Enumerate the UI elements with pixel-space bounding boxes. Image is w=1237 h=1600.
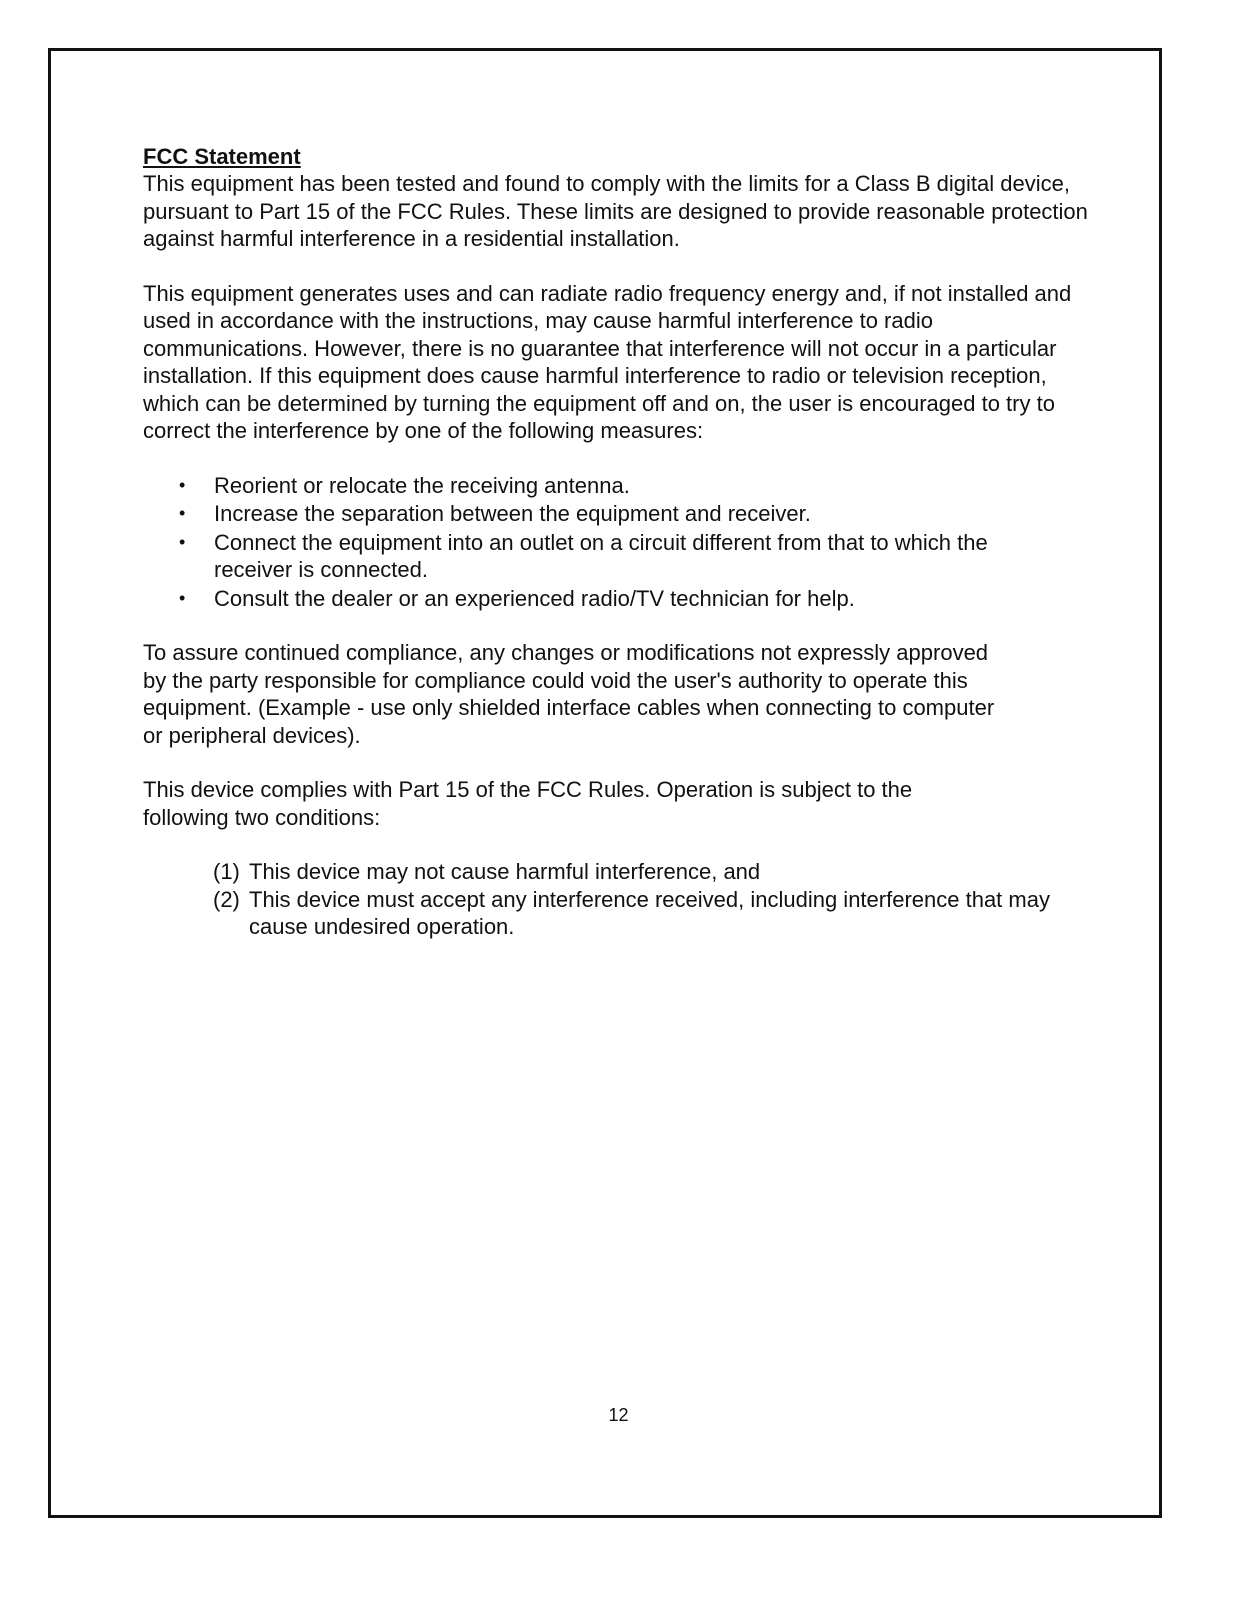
document-body: [143, 143, 1103, 941]
condition-number: (1): [213, 859, 240, 884]
condition-text: This device may not cause harmful interference, and: [249, 859, 761, 884]
condition-text: This device must accept any interference received, including interference that may cause undesired operation.: [249, 886, 1050, 939]
paragraph-continued-compliance: To assure continued compliance, any changes or modifications not expressly approved by the party responsible for compliance could void the user's authority to operate this equipment. (Example - use only shielded interface cables when connecting to computer or peripheral devices).: [143, 640, 995, 748]
bullet-icon: •: [179, 531, 186, 552]
list-item-text: Reorient or relocate the receiving antenna.: [214, 472, 630, 498]
bullet-icon: •: [179, 474, 186, 495]
list-item: [143, 858, 1103, 886]
paragraph-part15-conditions: This device complies with Part 15 of the FCC Rules. Operation is subject to the following two conditions:: [143, 777, 913, 830]
list-item: [143, 886, 1103, 941]
condition-number: (2): [213, 886, 240, 912]
list-item-text: Connect the equipment into an outlet on a circuit different from that to which the receiver is connected.: [214, 529, 988, 582]
list-item: [143, 472, 1103, 500]
measures-list: [143, 472, 1103, 613]
paragraph-class-b-compliance: This equipment has been tested and found to comply with the limits for a Class B digital device, pursuant to Part 15 of the FCC Rules. These limits are designed to provide reasonable protection against harmful interference in a residential installation.: [143, 171, 1088, 251]
section-heading: FCC Statement: [143, 144, 301, 169]
conditions-list: [143, 858, 1103, 941]
list-item-text: Increase the separation between the equipment and receiver.: [214, 501, 811, 526]
list-item: [143, 500, 1103, 528]
list-item: [143, 585, 1103, 613]
bullet-icon: •: [179, 587, 186, 608]
paragraph-interference-notice: This equipment generates uses and can radiate radio frequency energy and, if not installed and used in accordance with the instructions, may cause harmful interference to radio communications. However, there is no guarantee that interference will not occur in a particular installation. If this equipment does cause harmful interference to radio or television reception, which can be determined by turning the equipment off and on, the user is encouraged to try to correct the interference by one of the following measures:: [143, 280, 1072, 443]
list-item: [143, 529, 1103, 584]
list-item-text: Consult the dealer or an experienced radio/TV technician for help.: [214, 585, 855, 611]
bullet-icon: •: [179, 503, 186, 523]
page-number: 12: [608, 1405, 629, 1425]
